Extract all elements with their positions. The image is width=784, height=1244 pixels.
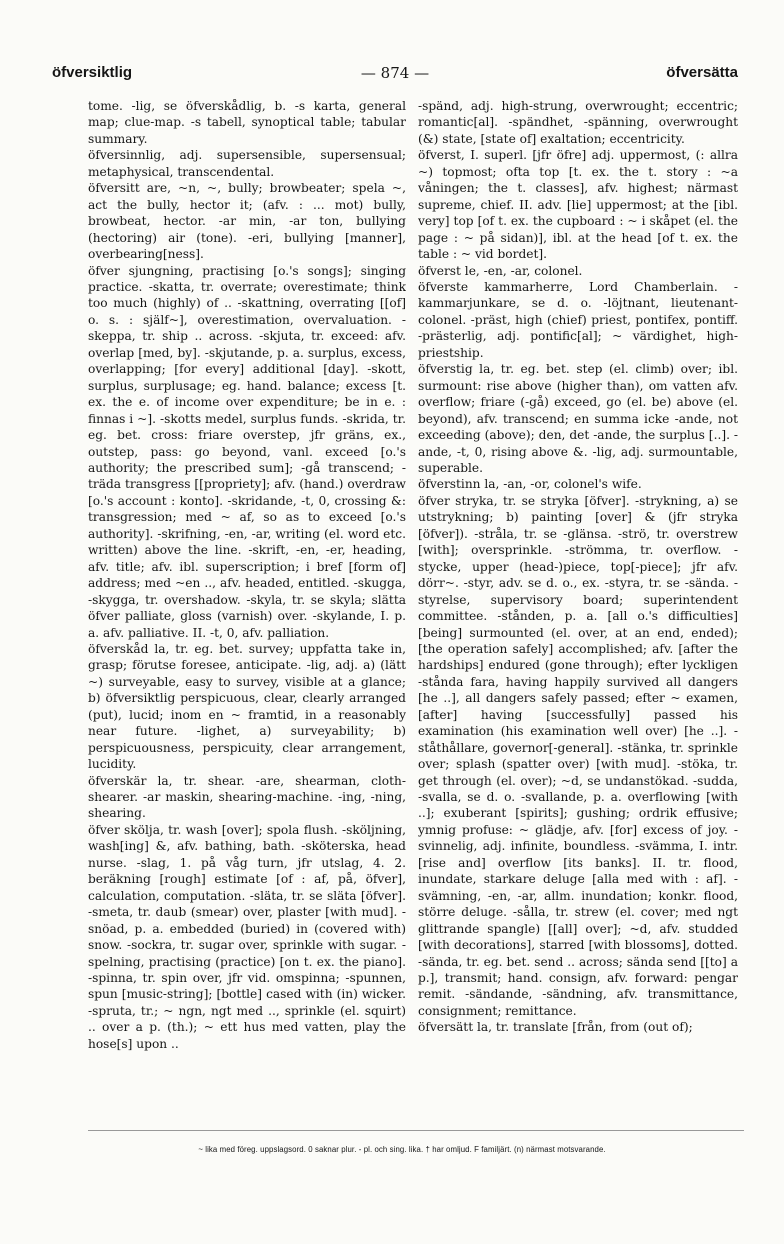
page-header xyxy=(52,64,738,86)
page-number: — 874 — xyxy=(360,64,430,82)
entry: öfverste kammarherre, Lord Chamberlain. -kammarjunkare, se d. o. -löjtnant, lieutenant-colonel. -präst, high (chief) priest, pontifex, pontiff. -prästerlig, adj. pontific[al]; ~ värdighet, high-priestship. xyxy=(418,279,738,360)
entry: öfver sjungning, practising [o.'s songs]; singing practice. -skatta, tr. overrate; overestimate; think too much (highly) of .. -skattning, overrating [[of] o. s. : själf~], overestimation, overvaluation. -skeppa, tr. ship .. across. -skjuta, tr. exceed: afv. overlap [med, by]. -skjutande, p. a. surplus, excess, overlapping; [for every] additional [day]. -skott, surplus, surplusage; eg. hand. balance; excess [t. ex. the e. of income over expenditure; be in e. : finnas i ~]. -skotts medel, surplus funds. -skrida, tr. eg. bet. cross: friare overstep, jfr gräns, ex., outstep, pass: go beyond, vanl. exceed [o.'s authority; the prescribed sum]; -gå transcend; -träda transgress [[propriety]; afv. (hand.) overdraw [o.'s account : konto]. -skridande, -t, 0, crossing &: transgression; med ~ af, so as to exceed [o.'s authority]. -skrifning, -en, -ar, writing (el. word etc. written) above the line. -skrift, -en, -er, heading, afv. title; afv. ibl. superscription; i bref [form of] address; med ~en .., afv. headed, entitled. -skugga, -skygga, tr. overshadow. -skyla, tr. se skyla; slätta öfver palliate, gloss (varnish) over. -skylande, I. p. a. afv. palliative. II. -t, 0, afv. palliation. xyxy=(88,263,406,640)
entry: öfverstig la, tr. eg. bet. step (el. climb) over; ibl. surmount: rise above (higher than), om vatten afv. overflow; friare (-gå) exceed, go (el. be) above (el. beyond), afv. transcend; en summa icke -ande, not exceeding (above); den, det -ande, the surplus [..]. -ande, -t, 0, rising above &. -lig, adj. surmountable, superable. xyxy=(418,362,738,475)
entry: tome. -lig, se öfverskådlig, b. -s karta, general map; clue-map. -s tabell, synoptical table; tabular summary. xyxy=(88,99,406,146)
entry: -spänd, adj. high-strung, overwrought; eccentric; romantic[al]. -spändhet, -spänning, overwrought (&) state, [state of] exaltation; eccentricity. xyxy=(418,99,738,146)
entry: öfversinnlig, adj. supersensible, supersensual; metaphysical, transcendental. xyxy=(88,148,406,179)
header-left-guide-word: öfversiktlig xyxy=(52,64,133,81)
footer-legend: ~ lika med föreg. uppslagsord. 0 saknar plur. - pl. och sing. lika. † har omljud. F familjärt. (n) närmast motsvarande. xyxy=(198,1145,606,1154)
entry: öfverskär la, tr. shear. -are, shearman, cloth-shearer. -ar maskin, shearing-machine. -ing, -ning, shearing. xyxy=(88,773,406,821)
header-right-guide-word: öfversätta xyxy=(666,64,738,81)
entry: öfverst le, -en, -ar, colonel. xyxy=(418,263,583,278)
right-column xyxy=(418,98,738,1122)
entry: öfverst, I. superl. [jfr öfre] adj. uppermost, (: allra ~) topmost; ofta top [t. ex. the t. story : ~a våningen; the t. classes], afv. highest; närmast supreme, chief. II. adv. [lie] uppermost; at the [ibl. very] top [of t. ex. the cupboard : ~ i skåpet (el. the page : ~ på sidan)], ibl. at the head [of t. ex. the table : ~ vid bordet]. xyxy=(418,148,738,262)
entry: öfver stryka, tr. se stryka [öfver]. -strykning, a) se utstrykning; b) painting [over] & (jfr stryka [öfver]). -stråla, tr. se -glänsa. -strö, tr. overstrew [with]; oversprinkle. -strömma, tr. overflow. -stycke, upper (head-)piece, top[-piece]; jfr afv. dörr~. -styr, adv. se d. o., ex. -styra, tr. se -sända. -styrelse, supervisory board; superintendent committee. -stånden, p. a. [all o.'s difficulties] [being] surmounted (el. over, at an end, ended); [the operation safely] accomplished; afv. [after the hardships] endured (gone through); efter lyckligen -stånda fara, having happily survived all dangers [he ..], all dangers safely passed; efter ~ examen, [after] having [successfully] passed his examination (his examination well over) [he ..]. -ståthållare, governor[-general]. -stänka, tr. sprinkle over; splash (spatter over) [with mud]. -stöka, tr. get through (el. over); ~d, se undanstökad. -sudda, -svalla, se d. o. -svallande, p. a. overflowing [with ..]; exuberant [spirits]; gushing; ordrik effusive; ymnig profuse: ~ glädje, afv. [for] excess of joy. -svinnelig, adj. infinite, boundless. -svämma, I. intr. [rise and] overflow [its banks]. II. tr. flood, inundate, starkare deluge [alla med with : af]. -svämning, -en, -ar, allm. inundation; konkr. flood, större deluge. -sålla, tr. strew (el. cover; med ngt glittrande spangle) [[all] over]; ~d, afv. studded [with decorations], starred [with blossoms], dotted. -sända, tr. eg. bet. send .. across; sända send [[to] a p.], transmit; hand. consign, afv. forward: pengar remit. -sändande, -sändning, afv. transmittance, consignment; remittance. xyxy=(418,493,738,1018)
entry: öfverskåd la, tr. eg. bet. survey; uppfatta take in, grasp; förutse foresee, anticipate. -lig, adj. a) (lätt ~) surveyable, easy to survey, visible at a glance; b) öfversiktlig perspicuous, clear, clearly arranged (put), lucid; inom en ~ framtid, in a reasonably near future. -lighet, a) surveyability; b) perspicuousness, perspicuity, clear arrangement, lucidity. xyxy=(88,641,406,772)
entry: öfverstinn la, -an, -or, colonel's wife. xyxy=(418,477,642,492)
entry: öfversitt are, ~n, ~, bully; browbeater; spela ~, act the bully, hector it; (afv. : ... mot) bully, browbeat, hector. -ar min, -ar ton, bullying (hectoring) air (tone). -eri, bullying [manner], overbearing[ness]. xyxy=(88,181,406,262)
left-column xyxy=(88,98,406,1122)
entry: öfver skölja, tr. wash [over]; spola flush. -sköljning, wash[ing] &, afv. bathing, bath. -sköterska, head nurse. -slag, 1. på våg turn, jfr utslag, 4. 2. beräkning [rough] estimate [of : af, på, öfver], calculation, computation. -släta, tr. se släta [öfver]. -smeta, tr. daub (smear) over, plaster [with mud]. -snöad, p. a. embedded (buried) in (covered with) snow. -sockra, tr. sugar over, sprinkle with sugar. -spelning, practising (practice) [on t. ex. the piano]. -spinna, tr. spin over, jfr vid. omspinna; -spunnen, spun [music-string]; [bottle] cased with (in) wicker. -spruta, tr.; ~ ngn, ngt med .., sprinkle (el. squirt) .. over a p. (th.); ~ ett hus med vatten, play the hose[s] upon .. xyxy=(88,822,406,1051)
entry: öfversätt la, tr. translate [från, from (out of); xyxy=(418,1020,693,1035)
footer-divider xyxy=(88,1130,744,1131)
